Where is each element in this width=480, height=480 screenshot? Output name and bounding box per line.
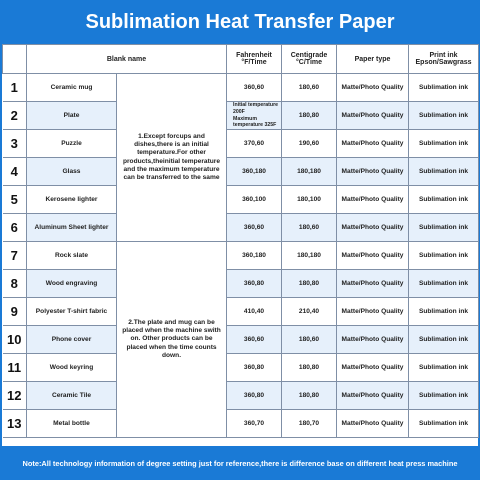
row-blank-name: Wood keyring — [27, 354, 117, 382]
row-centigrade: 180,80 — [282, 382, 337, 410]
row-paper-type: Matte/Photo Quality — [337, 410, 409, 438]
header-paper-type: Paper type — [337, 45, 409, 74]
row-blank-name: Polyester T-shirt fabric — [27, 298, 117, 326]
row-centigrade: 180,180 — [282, 158, 337, 186]
row-fahrenheit: 410,40 — [227, 298, 282, 326]
table-row — [3, 130, 479, 158]
row-fahrenheit: 360,60 — [227, 74, 282, 102]
row-centigrade: 180,80 — [282, 270, 337, 298]
row-number: 12 — [3, 382, 27, 410]
row-blank-name: Ceramic Tile — [27, 382, 117, 410]
row-number: 6 — [3, 214, 27, 242]
row-centigrade: 190,60 — [282, 130, 337, 158]
note-one: 1.Except forcups and dishes,there is an initial temperature.For other products,theinitial temperature and the maximum temperature can be transferred to the same — [117, 74, 227, 242]
row-centigrade: 210,40 — [282, 298, 337, 326]
row-print-ink: Sublimation ink — [409, 130, 479, 158]
row-paper-type: Matte/Photo Quality — [337, 130, 409, 158]
row-blank-name: Rock slate — [27, 242, 117, 270]
row-blank-name: Wood engraving — [27, 270, 117, 298]
row-paper-type: Matte/Photo Quality — [337, 242, 409, 270]
row-paper-type: Matte/Photo Quality — [337, 102, 409, 130]
row-centigrade: 180,60 — [282, 326, 337, 354]
table-row — [3, 214, 479, 242]
row-fahrenheit: 360,100 — [227, 186, 282, 214]
row-print-ink: Sublimation ink — [409, 74, 479, 102]
row-fahrenheit: 360,60 — [227, 214, 282, 242]
table-row — [3, 74, 479, 102]
table-row — [3, 270, 479, 298]
table-row — [3, 354, 479, 382]
header-number — [3, 45, 27, 74]
row-number: 8 — [3, 270, 27, 298]
row-centigrade: 180,80 — [282, 354, 337, 382]
table-row — [3, 410, 479, 438]
row-fahrenheit: 360,80 — [227, 270, 282, 298]
row-centigrade: 180,70 — [282, 410, 337, 438]
row-print-ink: Sublimation ink — [409, 186, 479, 214]
row-print-ink: Sublimation ink — [409, 158, 479, 186]
header-centigrade: Centigrade °C/Time — [282, 45, 337, 74]
row-paper-type: Matte/Photo Quality — [337, 214, 409, 242]
row-fahrenheit: 360,60 — [227, 326, 282, 354]
table-row — [3, 102, 479, 130]
header-blank-name: Blank name — [27, 45, 227, 74]
row-paper-type: Matte/Photo Quality — [337, 158, 409, 186]
footer-note: Note:All technology information of degree setting just for reference,there is difference base on different heat press machine — [0, 446, 480, 480]
row-paper-type: Matte/Photo Quality — [337, 298, 409, 326]
row-fahrenheit: 360,80 — [227, 382, 282, 410]
row-print-ink: Sublimation ink — [409, 102, 479, 130]
row-number: 1 — [3, 74, 27, 102]
note-two: 2.The plate and mug can be placed when the machine swith on. Other products can be placed when the time counts down. — [117, 242, 227, 438]
table-row — [3, 242, 479, 270]
row-print-ink: Sublimation ink — [409, 410, 479, 438]
row-centigrade: 180,60 — [282, 74, 337, 102]
row-paper-type: Matte/Photo Quality — [337, 186, 409, 214]
row-fahrenheit — [227, 102, 282, 130]
row-fahrenheit: 360,80 — [227, 354, 282, 382]
table-header-row — [3, 45, 479, 74]
row-centigrade: 180,100 — [282, 186, 337, 214]
row-centigrade: 180,60 — [282, 214, 337, 242]
row-fahrenheit: 370,60 — [227, 130, 282, 158]
row-centigrade: 180,80 — [282, 102, 337, 130]
transfer-table — [2, 44, 479, 438]
row-number: 9 — [3, 298, 27, 326]
row-blank-name: Puzzle — [27, 130, 117, 158]
row-number: 2 — [3, 102, 27, 130]
row-print-ink: Sublimation ink — [409, 214, 479, 242]
row-paper-type: Matte/Photo Quality — [337, 354, 409, 382]
page-title: Sublimation Heat Transfer Paper — [0, 0, 480, 44]
initial-temperature-text: Initial temperature 200F — [233, 102, 278, 115]
row-blank-name: Metal bottle — [27, 410, 117, 438]
row-number: 10 — [3, 326, 27, 354]
table-row — [3, 298, 479, 326]
row-fahrenheit: 360,180 — [227, 242, 282, 270]
row-centigrade: 180,180 — [282, 242, 337, 270]
row-number: 4 — [3, 158, 27, 186]
row-fahrenheit: 360,70 — [227, 410, 282, 438]
header-fahrenheit: Fahrenheit °F/Time — [227, 45, 282, 74]
row-blank-name: Phone cover — [27, 326, 117, 354]
row-number: 7 — [3, 242, 27, 270]
header-print-ink: Print ink Epson/Sawgrass — [409, 45, 479, 74]
table-row — [3, 186, 479, 214]
row-print-ink: Sublimation ink — [409, 242, 479, 270]
row-blank-name: Aluminum Sheet lighter — [27, 214, 117, 242]
row-blank-name: Glass — [27, 158, 117, 186]
maximum-temperature-text: Maximum temperature 325F — [233, 115, 277, 129]
row-blank-name: Kerosene lighter — [27, 186, 117, 214]
row-paper-type: Matte/Photo Quality — [337, 382, 409, 410]
row-paper-type: Matte/Photo Quality — [337, 74, 409, 102]
row-print-ink: Sublimation ink — [409, 382, 479, 410]
row-paper-type: Matte/Photo Quality — [337, 270, 409, 298]
row-blank-name: Ceramic mug — [27, 74, 117, 102]
row-blank-name: Plate — [27, 102, 117, 130]
row-print-ink: Sublimation ink — [409, 270, 479, 298]
row-print-ink: Sublimation ink — [409, 326, 479, 354]
row-number: 11 — [3, 354, 27, 382]
row-number: 3 — [3, 130, 27, 158]
table-row — [3, 326, 479, 354]
row-number: 5 — [3, 186, 27, 214]
row-print-ink: Sublimation ink — [409, 354, 479, 382]
row-paper-type: Matte/Photo Quality — [337, 326, 409, 354]
table-row — [3, 158, 479, 186]
row-number: 13 — [3, 410, 27, 438]
table-row — [3, 382, 479, 410]
row-fahrenheit: 360,180 — [227, 158, 282, 186]
row-print-ink: Sublimation ink — [409, 298, 479, 326]
